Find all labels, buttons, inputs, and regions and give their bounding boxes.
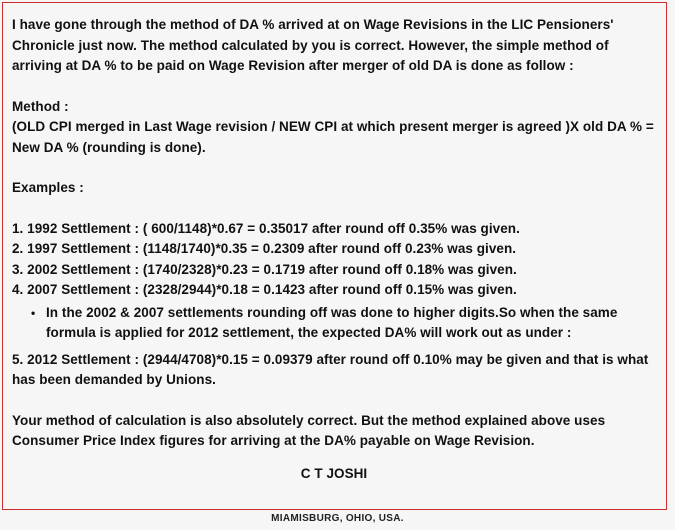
closing-paragraph: Your method of calculation is also absolutely correct. But the method explained above uses Consumer Price Index figures for arriving at the DA% payable on Wage Revision. <box>12 412 606 448</box>
examples-list <box>12 219 656 301</box>
letter-panel <box>2 2 667 510</box>
example-item-4: 4. 2007 Settlement : (2328/2944)*0.18 = 0.1423 after round off 0.15% was given. <box>12 282 517 297</box>
example-item-5: 5. 2012 Settlement : (2944/4708)*0.15 = 0.09379 after round off 0.10% may be given and that is what has been demanded by Unions. <box>12 351 649 387</box>
example-item-2: 2. 1997 Settlement : (1148/1740)*0.35 = 0.2309 after round off 0.23% was given. <box>12 241 517 256</box>
signature: C T JOSHI <box>300 465 368 481</box>
footer-location: MIAMISBURG, OHIO, USA. <box>271 513 404 524</box>
note-list <box>12 303 656 344</box>
example-item-1: 1. 1992 Settlement : ( 600/1148)*0.67 = 0.35017 after round off 0.35% was given. <box>12 220 520 236</box>
method-title: Method : <box>12 98 69 114</box>
intro-paragraph: I have gone through the method of DA % arrived at on Wage Revisions in the LIC Pensioners' Chronicle just now. The method calculated by you is correct. However, the simple method of arriving at DA % to be paid on Wage Revision after merger of old DA is done as follow : <box>12 17 614 73</box>
method-formula: (OLD CPI merged in Last Wage revision / NEW CPI at which present merger is agreed )X old DA % = New DA % (rounding is done). <box>12 119 654 155</box>
letter-body <box>3 3 666 484</box>
rounding-note: • In the 2002 & 2007 settlements rounding off was done to higher digits.So when the same formula is applied for 2012 settlement, the expected DA% will work out as under : <box>46 303 656 344</box>
examples-title: Examples : <box>12 180 84 195</box>
example-item-3: 3. 2002 Settlement : (1740/2328)*0.23 = 0.1719 after round off 0.18% was given. <box>12 261 517 277</box>
